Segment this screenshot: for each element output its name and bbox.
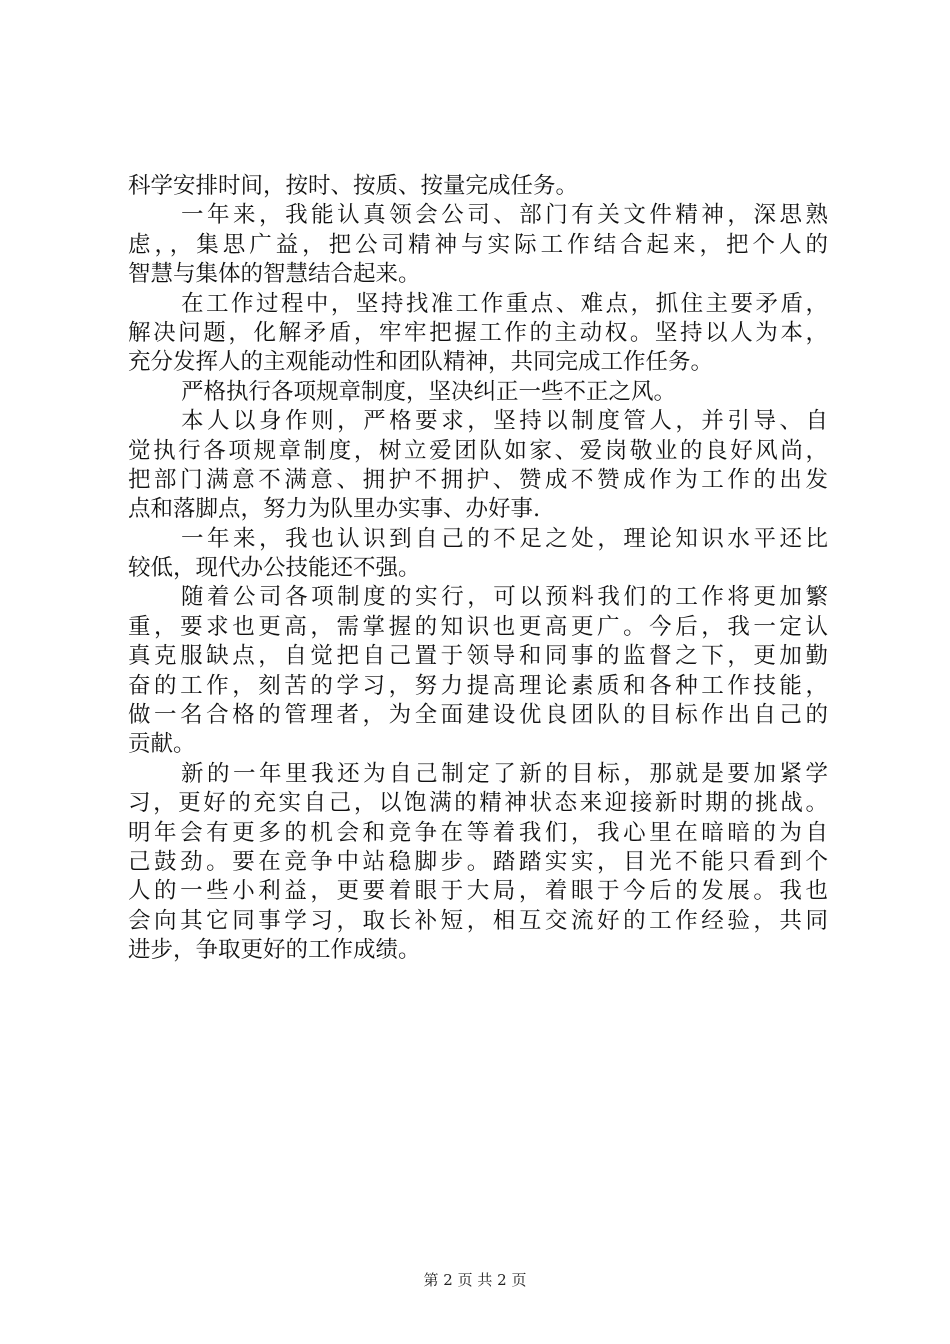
text-line: 把部门满意不满意、拥护不拥护、赞成不赞成作为工作的出发 (128, 466, 828, 493)
text-line: 智慧与集体的智慧结合起来。 (128, 261, 421, 288)
text-line: 虑，，集思广益，把公司精神与实际工作结合起来，把个人的 (128, 231, 828, 258)
text-line: 明年会有更多的机会和竞争在等着我们，我心里在暗暗的为自 (128, 819, 828, 846)
text-line: 科学安排时间，按时、按质、按量完成任务。 (128, 173, 579, 199)
text-line: 贡献。 (128, 731, 196, 758)
text-line: 充分发挥人的主观能动性和团队精神，共同完成工作任务。 (128, 349, 714, 376)
text-line: 本人以身作则，严格要求，坚持以制度管人，并引导、自 (181, 408, 828, 435)
text-line: 新的一年里我还为自己制定了新的目标，那就是要加紧学 (181, 760, 828, 787)
text-line: 做一名合格的管理者，为全面建设优良团队的目标作出自己的 (128, 702, 828, 729)
text-line: 觉执行各项规章制度，树立爱团队如家、爱岗敬业的良好风尚， (128, 437, 828, 464)
text-line: 点和落脚点，努力为队里办实事、办好事. (128, 496, 541, 523)
text-line: 重，要求也更高，需掌握的知识也更高更广。今后，我一定认 (128, 613, 828, 640)
text-line: 人的一些小利益，更要着眼于大局，着眼于今后的发展。我也 (128, 878, 828, 905)
text-line: 己鼓劲。要在竞争中站稳脚步。踏踏实实，目光不能只看到个 (128, 848, 828, 875)
text-line: 会向其它同事学习，取长补短，相互交流好的工作经验，共同 (128, 907, 828, 934)
text-line: 随着公司各项制度的实行，可以预料我们的工作将更加繁 (181, 584, 828, 611)
text-line: 在工作过程中，坚持找准工作重点、难点，抓住主要矛盾， (181, 290, 828, 317)
text-line: 进步，争取更好的工作成绩。 (128, 937, 421, 964)
text-line: 奋的工作，刻苦的学习，努力提高理论素质和各种工作技能， (128, 672, 828, 699)
page-footer: 第 2 页 共 2 页 (423, 1271, 527, 1289)
text-line: 严格执行各项规章制度，坚决纠正一些不正之风。 (181, 378, 677, 405)
text-line: 真克服缺点，自觉把自己置于领导和同事的监督之下，更加勤 (128, 643, 828, 670)
text-line: 习，更好的充实自己，以饱满的精神状态来迎接新时期的挑战。 (128, 790, 828, 817)
text-line: 一年来，我也认识到自己的不足之处，理论知识水平还比 (181, 525, 828, 552)
text-line: 解决问题，化解矛盾，牢牢把握工作的主动权。坚持以人为本， (128, 319, 828, 346)
text-line: 一年来，我能认真领会公司、部门有关文件精神，深思熟 (181, 202, 828, 229)
document-body (128, 172, 828, 966)
text-line: 较低，现代办公技能还不强。 (128, 555, 421, 582)
